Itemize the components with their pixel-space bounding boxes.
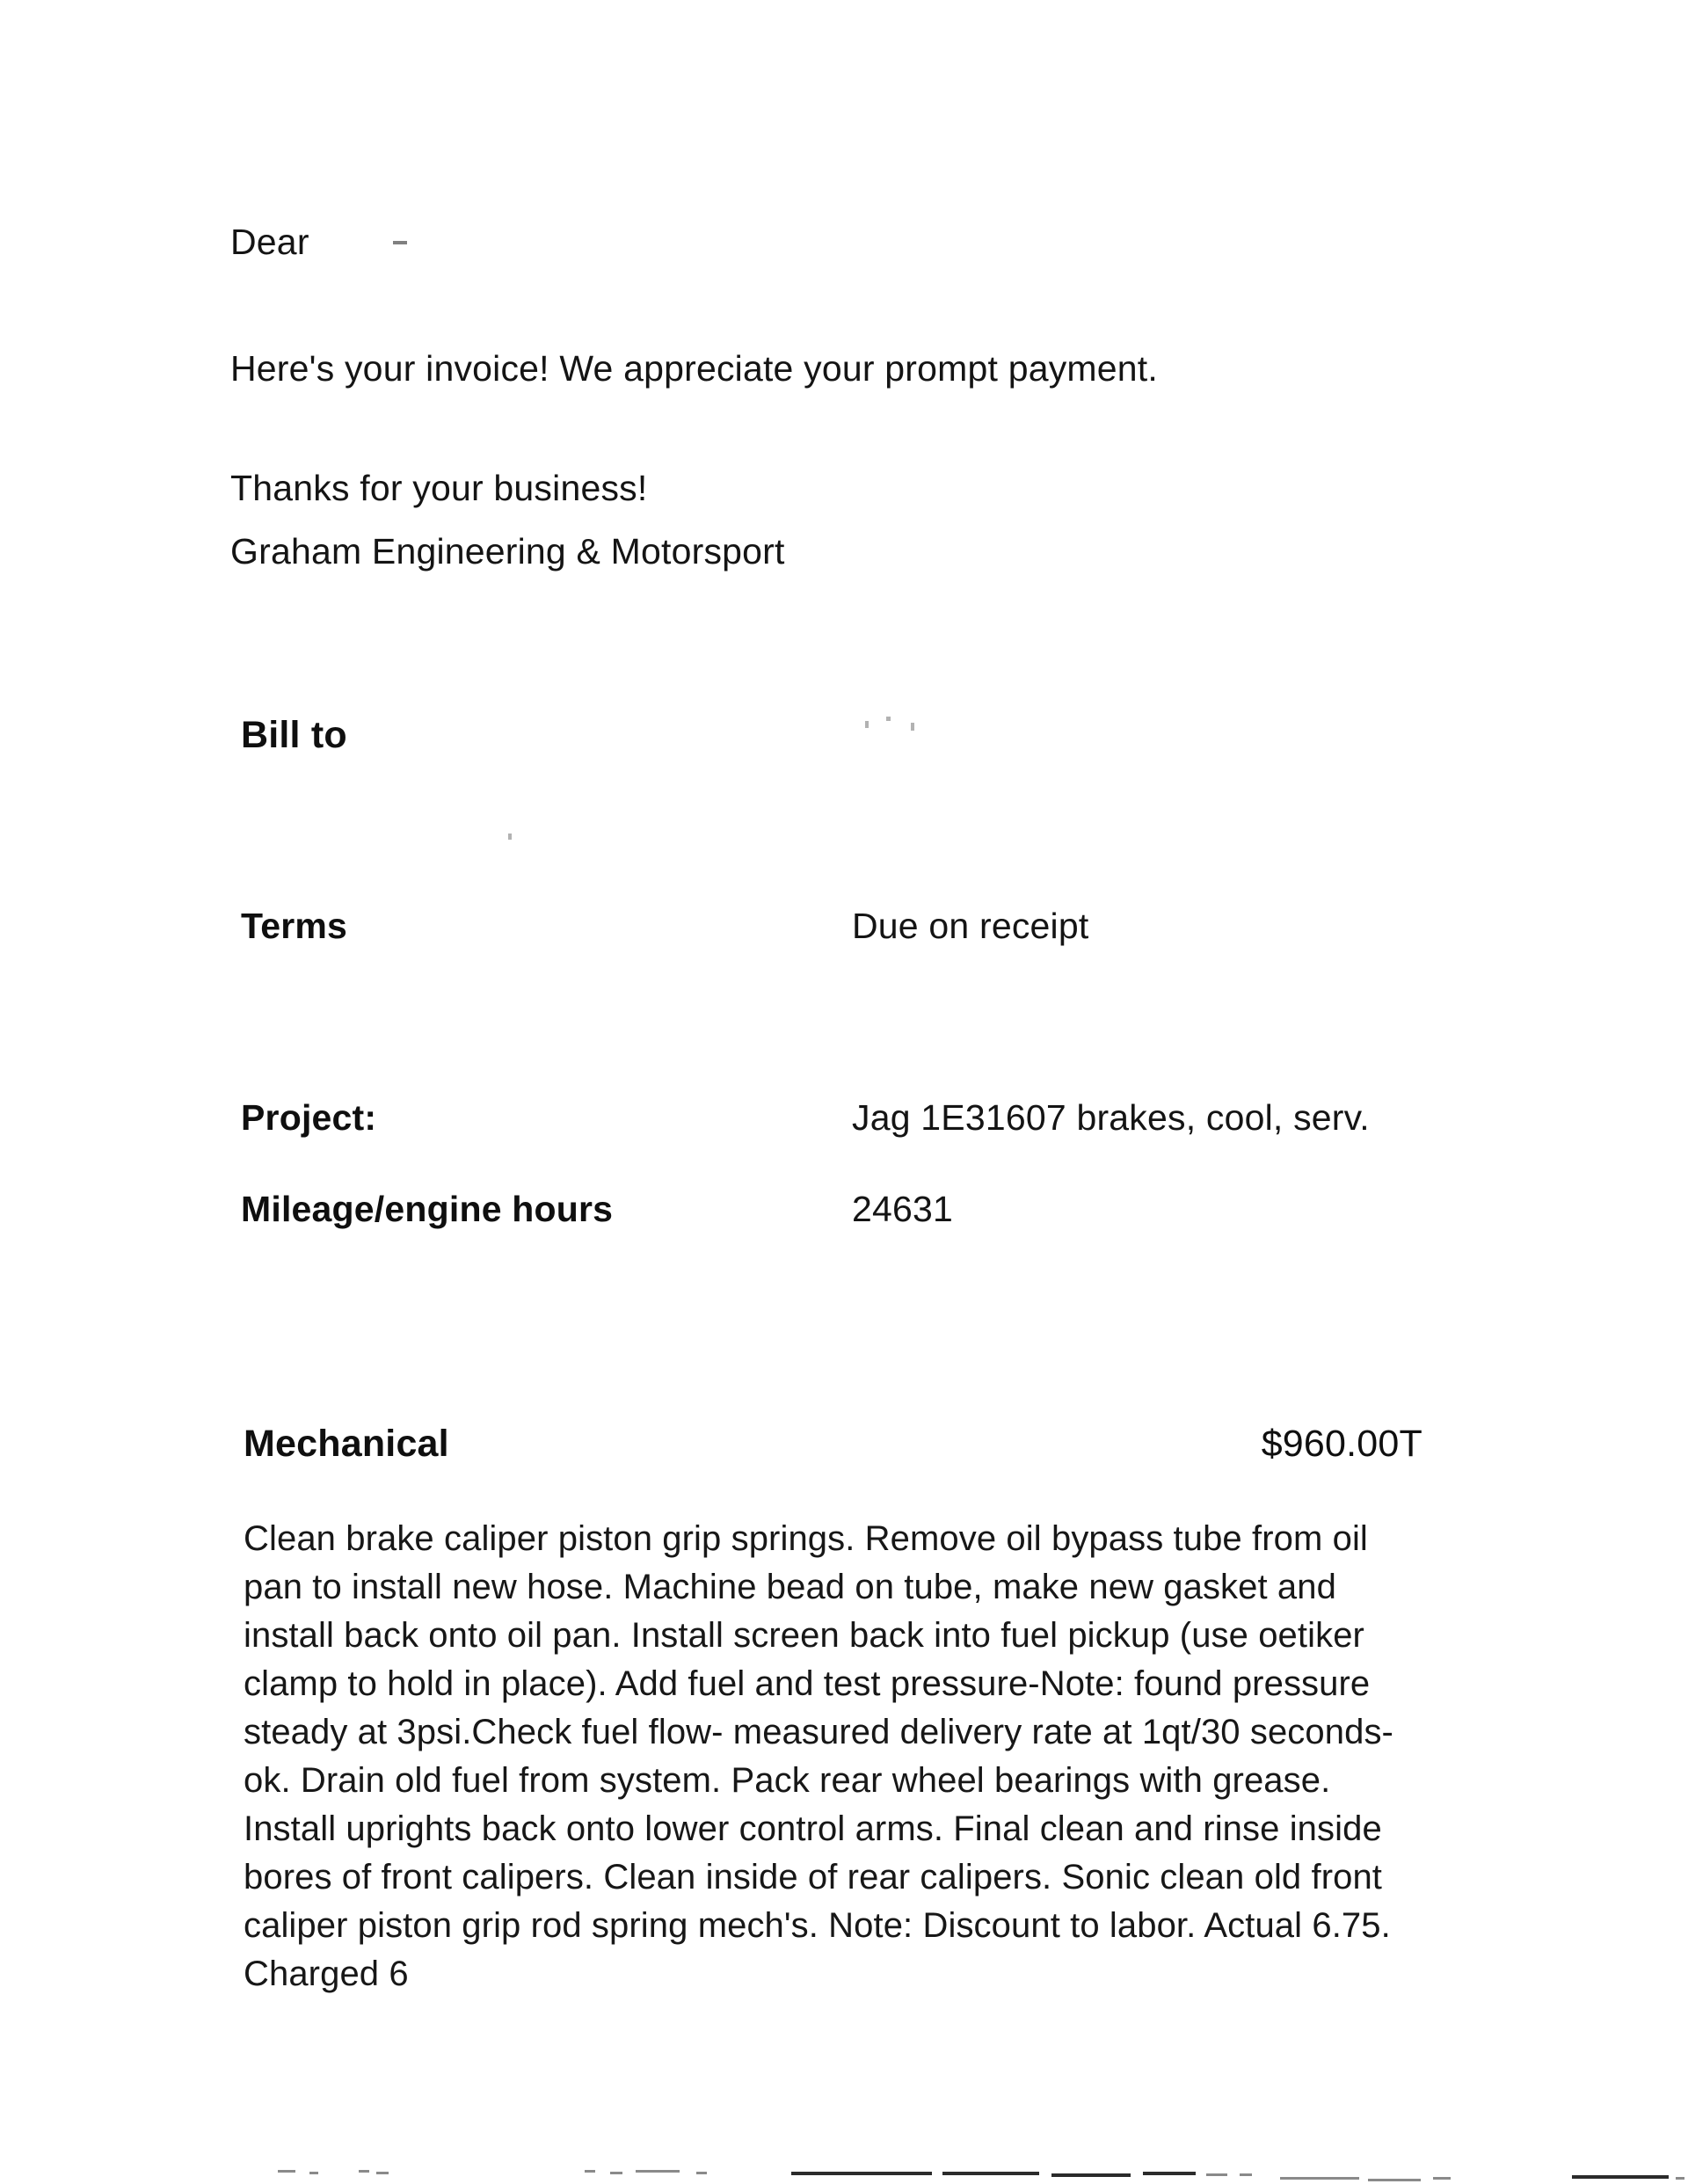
description-line: clamp to hold in place). Add fuel and test pressure-Note: found pressure xyxy=(244,1664,1371,1703)
project-label: Project: xyxy=(241,1097,377,1138)
mileage-value: 24631 xyxy=(852,1189,954,1229)
mileage-label: Mileage/engine hours xyxy=(241,1189,614,1229)
thanks-line: Thanks for your business! xyxy=(230,468,648,508)
description-line: Install uprights back onto lower control arms. Final clean and rinse inside xyxy=(244,1809,1382,1848)
description-line: install back onto oil pan. Install screen back into fuel pickup (use oetiker xyxy=(244,1616,1364,1655)
terms-label: Terms xyxy=(241,906,348,946)
description-line: steady at 3psi.Check fuel flow- measured delivery rate at 1qt/30 seconds- xyxy=(244,1713,1393,1751)
intro-line: Here's your invoice! We appreciate your prompt payment. xyxy=(230,348,1158,389)
company-name: Graham Engineering & Motorsport xyxy=(230,531,785,571)
greeting-line: Dear xyxy=(230,222,309,262)
item-category: Mechanical xyxy=(244,1423,449,1465)
description-line: caliper piston grip rod spring mech's. Note: Discount to labor. Actual 6.75. xyxy=(244,1906,1391,1945)
description-line: ok. Drain old fuel from system. Pack rear wheel bearings with grease. xyxy=(244,1761,1331,1800)
redaction-mark xyxy=(393,241,407,244)
terms-value: Due on receipt xyxy=(852,906,1089,946)
project-value: Jag 1E31607 brakes, cool, serv. xyxy=(852,1097,1370,1138)
bill-to-label: Bill to xyxy=(241,714,347,756)
description-line: bores of front calipers. Clean inside of rear calipers. Sonic clean old front xyxy=(244,1858,1383,1896)
item-amount: $960.00T xyxy=(1261,1423,1422,1465)
description-line: Clean brake caliper piston grip springs. Remove oil bypass tube from oil xyxy=(244,1519,1368,1558)
description-line: pan to install new hose. Machine bead on tube, make new gasket and xyxy=(244,1568,1336,1606)
description-line: Charged 6 xyxy=(244,1955,409,1993)
